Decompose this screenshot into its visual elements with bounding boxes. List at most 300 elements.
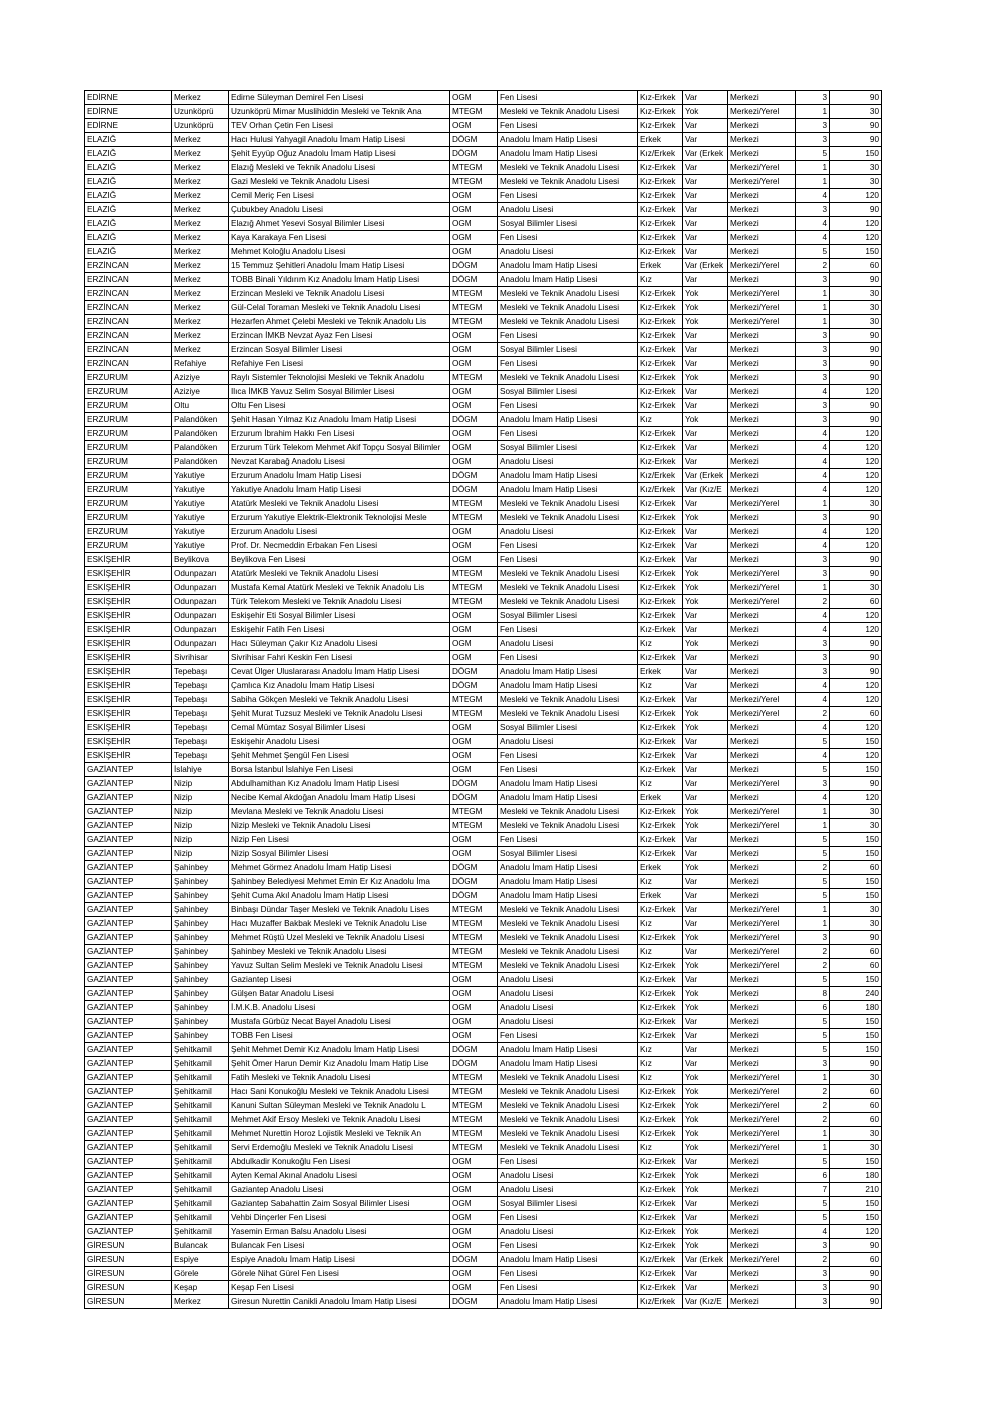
cell-sube: 2	[796, 595, 830, 609]
cell-il: GAZİANTEP	[85, 791, 172, 805]
cell-il: ERZURUM	[85, 413, 172, 427]
cell-cinsiyet: Kız-Erkek	[638, 1155, 683, 1169]
cell-sube: 5	[796, 763, 830, 777]
table-row	[85, 1085, 882, 1099]
table-row	[85, 413, 882, 427]
table-row	[85, 693, 882, 707]
table-row	[85, 791, 882, 805]
cell-pansiyon: Var	[683, 189, 728, 203]
cell-il: GAZİANTEP	[85, 1071, 172, 1085]
cell-cinsiyet: Kız-Erkek	[638, 175, 683, 189]
table-row	[85, 1253, 882, 1267]
cell-okul-turu: Anadolu İmam Hatip Lisesi	[498, 889, 638, 903]
cell-cinsiyet: Kız-Erkek	[638, 553, 683, 567]
cell-il: ERZURUM	[85, 371, 172, 385]
cell-il: GİRESUN	[85, 1281, 172, 1295]
cell-genel-mudurluk: OGM	[450, 357, 498, 371]
cell-pansiyon: Var (Kız/E	[683, 1295, 728, 1309]
cell-okul: Cemil Meriç Fen Lisesi	[229, 189, 450, 203]
cell-ilce: Nizip	[172, 833, 229, 847]
cell-alan: Merkezi	[728, 1057, 796, 1071]
cell-pansiyon: Var	[683, 217, 728, 231]
cell-ilce: Şahinbey	[172, 959, 229, 973]
cell-il: ELAZIĞ	[85, 133, 172, 147]
cell-okul-turu: Anadolu Lisesi	[498, 637, 638, 651]
cell-sube: 4	[796, 385, 830, 399]
cell-genel-mudurluk: OGM	[450, 1239, 498, 1253]
cell-okul: Hacı Sani Konukoğlu Mesleki ve Teknik Anadolu Lisesi	[229, 1085, 450, 1099]
cell-genel-mudurluk: OGM	[450, 189, 498, 203]
cell-genel-mudurluk: MTEGM	[450, 315, 498, 329]
cell-okul-turu: Anadolu İmam Hatip Lisesi	[498, 791, 638, 805]
cell-genel-mudurluk: OGM	[450, 231, 498, 245]
cell-okul-turu: Mesleki ve Teknik Anadolu Lisesi	[498, 581, 638, 595]
cell-il: ERZİNCAN	[85, 357, 172, 371]
cell-kontenjan: 60	[830, 1253, 882, 1267]
cell-okul: Nizip Sosyal Bilimler Lisesi	[229, 847, 450, 861]
cell-okul: Şehit Ömer Harun Demir Kız Anadolu İmam Hatip Lise	[229, 1057, 450, 1071]
cell-alan: Merkezi/Yerel	[728, 259, 796, 273]
cell-kontenjan: 90	[830, 553, 882, 567]
cell-kontenjan: 120	[830, 749, 882, 763]
cell-ilce: Merkez	[172, 329, 229, 343]
cell-genel-mudurluk: OGM	[450, 525, 498, 539]
cell-sube: 3	[796, 777, 830, 791]
cell-pansiyon: Var	[683, 245, 728, 259]
cell-kontenjan: 30	[830, 805, 882, 819]
cell-pansiyon: Var	[683, 119, 728, 133]
cell-kontenjan: 150	[830, 1155, 882, 1169]
cell-il: ESKİŞEHİR	[85, 609, 172, 623]
cell-kontenjan: 60	[830, 945, 882, 959]
cell-ilce: Şehitkamil	[172, 1071, 229, 1085]
cell-il: GAZİANTEP	[85, 777, 172, 791]
cell-sube: 2	[796, 1099, 830, 1113]
cell-kontenjan: 150	[830, 973, 882, 987]
cell-okul: Espiye Anadolu İmam Hatip Lisesi	[229, 1253, 450, 1267]
cell-cinsiyet: Kız-Erkek	[638, 749, 683, 763]
cell-okul: Ayten Kemal Akınal Anadolu Lisesi	[229, 1169, 450, 1183]
cell-okul: Mehmet Görmez Anadolu İmam Hatip Lisesi	[229, 861, 450, 875]
cell-kontenjan: 120	[830, 693, 882, 707]
cell-alan: Merkezi/Yerel	[728, 581, 796, 595]
cell-ilce: Nizip	[172, 819, 229, 833]
cell-okul: Kanuni Sultan Süleyman Mesleki ve Teknik Anadolu L	[229, 1099, 450, 1113]
cell-cinsiyet: Kız-Erkek	[638, 497, 683, 511]
cell-pansiyon: Var	[683, 455, 728, 469]
cell-sube: 1	[796, 497, 830, 511]
table-row	[85, 889, 882, 903]
table-row	[85, 119, 882, 133]
cell-okul-turu: Mesleki ve Teknik Anadolu Lisesi	[498, 805, 638, 819]
cell-sube: 3	[796, 1239, 830, 1253]
cell-genel-mudurluk: MTEGM	[450, 105, 498, 119]
cell-okul-turu: Fen Lisesi	[498, 399, 638, 413]
cell-sube: 1	[796, 1071, 830, 1085]
table-row	[85, 441, 882, 455]
cell-alan: Merkezi/Yerel	[728, 1113, 796, 1127]
cell-alan: Merkezi	[728, 1225, 796, 1239]
table-row	[85, 917, 882, 931]
cell-ilce: Merkez	[172, 133, 229, 147]
cell-okul: 15 Temmuz Şehitleri Anadolu İmam Hatip Lisesi	[229, 259, 450, 273]
cell-ilce: Şehitkamil	[172, 1113, 229, 1127]
cell-il: GAZİANTEP	[85, 973, 172, 987]
cell-kontenjan: 90	[830, 567, 882, 581]
cell-kontenjan: 120	[830, 189, 882, 203]
cell-kontenjan: 150	[830, 735, 882, 749]
cell-ilce: Şehitkamil	[172, 1155, 229, 1169]
cell-pansiyon: Var	[683, 1029, 728, 1043]
cell-kontenjan: 90	[830, 777, 882, 791]
cell-il: EDİRNE	[85, 91, 172, 105]
cell-okul-turu: Sosyal Bilimler Lisesi	[498, 385, 638, 399]
cell-okul-turu: Anadolu İmam Hatip Lisesi	[498, 1295, 638, 1309]
cell-kontenjan: 90	[830, 1281, 882, 1295]
cell-cinsiyet: Erkek	[638, 133, 683, 147]
cell-alan: Merkezi	[728, 749, 796, 763]
cell-alan: Merkezi	[728, 1001, 796, 1015]
cell-genel-mudurluk: MTEGM	[450, 819, 498, 833]
cell-genel-mudurluk: MTEGM	[450, 931, 498, 945]
cell-pansiyon: Var	[683, 903, 728, 917]
cell-okul: Oltu Fen Lisesi	[229, 399, 450, 413]
cell-il: ELAZIĞ	[85, 245, 172, 259]
cell-kontenjan: 30	[830, 581, 882, 595]
cell-sube: 2	[796, 1113, 830, 1127]
cell-sube: 3	[796, 553, 830, 567]
table-row	[85, 763, 882, 777]
cell-sube: 2	[796, 945, 830, 959]
cell-okul: Türk Telekom Mesleki ve Teknik Anadolu Lisesi	[229, 595, 450, 609]
cell-ilce: Keşap	[172, 1281, 229, 1295]
cell-pansiyon: Var	[683, 1281, 728, 1295]
table-row	[85, 1281, 882, 1295]
cell-cinsiyet: Kız-Erkek	[638, 693, 683, 707]
cell-sube: 5	[796, 1197, 830, 1211]
cell-sube: 2	[796, 959, 830, 973]
cell-pansiyon: Yok	[683, 819, 728, 833]
cell-cinsiyet: Kız-Erkek	[638, 1239, 683, 1253]
cell-ilce: Yakutiye	[172, 483, 229, 497]
cell-cinsiyet: Kız-Erkek	[638, 385, 683, 399]
cell-genel-mudurluk: MTEGM	[450, 287, 498, 301]
cell-okul-turu: Sosyal Bilimler Lisesi	[498, 1197, 638, 1211]
cell-cinsiyet: Kız-Erkek	[638, 567, 683, 581]
cell-pansiyon: Var	[683, 763, 728, 777]
cell-kontenjan: 90	[830, 357, 882, 371]
cell-ilce: Palandöken	[172, 441, 229, 455]
cell-pansiyon: Var	[683, 343, 728, 357]
cell-sube: 5	[796, 889, 830, 903]
cell-cinsiyet: Kız-Erkek	[638, 203, 683, 217]
cell-okul: Atatürk Mesleki ve Teknik Anadolu Lisesi	[229, 567, 450, 581]
cell-alan: Merkezi	[728, 119, 796, 133]
cell-okul-turu: Anadolu İmam Hatip Lisesi	[498, 483, 638, 497]
table-row	[85, 651, 882, 665]
cell-kontenjan: 150	[830, 847, 882, 861]
cell-kontenjan: 120	[830, 469, 882, 483]
cell-okul-turu: Anadolu Lisesi	[498, 1015, 638, 1029]
cell-alan: Merkezi	[728, 399, 796, 413]
cell-kontenjan: 90	[830, 651, 882, 665]
cell-cinsiyet: Kız-Erkek	[638, 105, 683, 119]
cell-genel-mudurluk: OGM	[450, 1169, 498, 1183]
cell-alan: Merkezi	[728, 483, 796, 497]
cell-sube: 4	[796, 441, 830, 455]
cell-genel-mudurluk: OGM	[450, 91, 498, 105]
cell-sube: 1	[796, 175, 830, 189]
cell-alan: Merkezi	[728, 1239, 796, 1253]
cell-sube: 4	[796, 693, 830, 707]
cell-sube: 3	[796, 637, 830, 651]
cell-cinsiyet: Kız/Erkek	[638, 1295, 683, 1309]
cell-pansiyon: Var	[683, 1057, 728, 1071]
cell-cinsiyet: Kız-Erkek	[638, 987, 683, 1001]
cell-ilce: Beylikova	[172, 553, 229, 567]
cell-ilce: Tepebaşı	[172, 707, 229, 721]
cell-pansiyon: Yok	[683, 707, 728, 721]
cell-okul: Beylikova Fen Lisesi	[229, 553, 450, 567]
cell-okul-turu: Mesleki ve Teknik Anadolu Lisesi	[498, 175, 638, 189]
table-row	[85, 1057, 882, 1071]
cell-sube: 3	[796, 371, 830, 385]
cell-genel-mudurluk: OGM	[450, 1211, 498, 1225]
cell-cinsiyet: Kız-Erkek	[638, 959, 683, 973]
cell-okul-turu: Anadolu İmam Hatip Lisesi	[498, 469, 638, 483]
cell-genel-mudurluk: MTEGM	[450, 1099, 498, 1113]
cell-cinsiyet: Kız/Erkek	[638, 147, 683, 161]
cell-sube: 3	[796, 1281, 830, 1295]
cell-okul: Erzurum Anadolu İmam Hatip Lisesi	[229, 469, 450, 483]
cell-genel-mudurluk: OGM	[450, 987, 498, 1001]
cell-okul-turu: Fen Lisesi	[498, 833, 638, 847]
cell-pansiyon: Yok	[683, 315, 728, 329]
table-row	[85, 973, 882, 987]
cell-pansiyon: Var	[683, 231, 728, 245]
cell-cinsiyet: Kız	[638, 413, 683, 427]
cell-sube: 1	[796, 315, 830, 329]
table-row	[85, 497, 882, 511]
cell-il: GAZİANTEP	[85, 861, 172, 875]
cell-okul-turu: Sosyal Bilimler Lisesi	[498, 609, 638, 623]
cell-sube: 3	[796, 567, 830, 581]
cell-genel-mudurluk: OGM	[450, 1155, 498, 1169]
cell-kontenjan: 30	[830, 287, 882, 301]
cell-pansiyon: Yok	[683, 861, 728, 875]
cell-alan: Merkezi	[728, 455, 796, 469]
cell-sube: 3	[796, 329, 830, 343]
cell-okul-turu: Fen Lisesi	[498, 357, 638, 371]
cell-kontenjan: 150	[830, 889, 882, 903]
cell-okul-turu: Anadolu Lisesi	[498, 455, 638, 469]
cell-alan: Merkezi	[728, 861, 796, 875]
cell-genel-mudurluk: MTEGM	[450, 903, 498, 917]
cell-pansiyon: Var	[683, 399, 728, 413]
cell-alan: Merkezi	[728, 665, 796, 679]
cell-cinsiyet: Kız	[638, 777, 683, 791]
cell-okul: Yavuz Sultan Selim Mesleki ve Teknik Anadolu Lisesi	[229, 959, 450, 973]
cell-il: GAZİANTEP	[85, 805, 172, 819]
cell-okul: Erzincan İMKB Nevzat Ayaz Fen Lisesi	[229, 329, 450, 343]
cell-cinsiyet: Kız-Erkek	[638, 903, 683, 917]
cell-il: ESKİŞEHİR	[85, 749, 172, 763]
cell-pansiyon: Var	[683, 91, 728, 105]
cell-alan: Merkezi	[728, 357, 796, 371]
cell-ilce: Tepebaşı	[172, 749, 229, 763]
cell-genel-mudurluk: MTEGM	[450, 161, 498, 175]
cell-pansiyon: Var	[683, 1155, 728, 1169]
table-row	[85, 875, 882, 889]
cell-il: ESKİŞEHİR	[85, 637, 172, 651]
cell-kontenjan: 90	[830, 91, 882, 105]
cell-okul-turu: Mesleki ve Teknik Anadolu Lisesi	[498, 567, 638, 581]
table-row	[85, 231, 882, 245]
table-row	[85, 581, 882, 595]
cell-genel-mudurluk: DÖGM	[450, 413, 498, 427]
table-row	[85, 1155, 882, 1169]
cell-cinsiyet: Kız-Erkek	[638, 595, 683, 609]
cell-sube: 5	[796, 875, 830, 889]
cell-okul-turu: Mesleki ve Teknik Anadolu Lisesi	[498, 497, 638, 511]
table-row	[85, 1043, 882, 1057]
cell-genel-mudurluk: MTEGM	[450, 371, 498, 385]
cell-genel-mudurluk: DÖGM	[450, 679, 498, 693]
cell-genel-mudurluk: OGM	[450, 735, 498, 749]
cell-cinsiyet: Kız-Erkek	[638, 847, 683, 861]
cell-alan: Merkezi/Yerel	[728, 1099, 796, 1113]
cell-alan: Merkezi/Yerel	[728, 917, 796, 931]
cell-pansiyon: Var	[683, 553, 728, 567]
cell-pansiyon: Var	[683, 665, 728, 679]
cell-il: ERZURUM	[85, 525, 172, 539]
cell-alan: Merkezi/Yerel	[728, 161, 796, 175]
cell-alan: Merkezi	[728, 847, 796, 861]
cell-pansiyon: Var	[683, 917, 728, 931]
cell-genel-mudurluk: OGM	[450, 1029, 498, 1043]
cell-il: GAZİANTEP	[85, 1113, 172, 1127]
cell-cinsiyet: Kız-Erkek	[638, 525, 683, 539]
cell-ilce: Tepebaşı	[172, 665, 229, 679]
cell-kontenjan: 150	[830, 1029, 882, 1043]
cell-okul: Eskişehir Anadolu Lisesi	[229, 735, 450, 749]
cell-ilce: Yakutiye	[172, 469, 229, 483]
cell-kontenjan: 120	[830, 483, 882, 497]
cell-okul: Gaziantep Anadolu Lisesi	[229, 1183, 450, 1197]
cell-okul: Kaya Karakaya Fen Lisesi	[229, 231, 450, 245]
cell-pansiyon: Yok	[683, 1141, 728, 1155]
cell-sube: 3	[796, 357, 830, 371]
cell-okul-turu: Anadolu Lisesi	[498, 735, 638, 749]
cell-pansiyon: Var	[683, 973, 728, 987]
cell-okul: Erzurum Türk Telekom Mehmet Akif Topçu Sosyal Bilimler	[229, 441, 450, 455]
cell-sube: 4	[796, 427, 830, 441]
cell-ilce: Şahinbey	[172, 903, 229, 917]
cell-okul: Nizip Fen Lisesi	[229, 833, 450, 847]
cell-il: GAZİANTEP	[85, 1169, 172, 1183]
cell-genel-mudurluk: DÖGM	[450, 469, 498, 483]
cell-il: GAZİANTEP	[85, 1127, 172, 1141]
cell-alan: Merkezi	[728, 1155, 796, 1169]
cell-il: GİRESUN	[85, 1295, 172, 1309]
cell-alan: Merkezi	[728, 273, 796, 287]
cell-ilce: Nizip	[172, 847, 229, 861]
cell-alan: Merkezi	[728, 539, 796, 553]
table-row	[85, 945, 882, 959]
cell-okul-turu: Mesleki ve Teknik Anadolu Lisesi	[498, 161, 638, 175]
cell-kontenjan: 150	[830, 1015, 882, 1029]
cell-ilce: Şahinbey	[172, 945, 229, 959]
cell-okul-turu: Mesleki ve Teknik Anadolu Lisesi	[498, 315, 638, 329]
cell-okul: Mustafa Kemal Atatürk Mesleki ve Teknik Anadolu Lis	[229, 581, 450, 595]
cell-sube: 1	[796, 1141, 830, 1155]
cell-genel-mudurluk: MTEGM	[450, 693, 498, 707]
table-row	[85, 1071, 882, 1085]
cell-il: ERZİNCAN	[85, 259, 172, 273]
cell-sube: 1	[796, 903, 830, 917]
cell-ilce: Şehitkamil	[172, 1127, 229, 1141]
cell-sube: 3	[796, 1267, 830, 1281]
table-row	[85, 133, 882, 147]
cell-genel-mudurluk: DÖGM	[450, 665, 498, 679]
cell-okul: Elazığ Mesleki ve Teknik Anadolu Lisesi	[229, 161, 450, 175]
cell-ilce: Palandöken	[172, 427, 229, 441]
cell-sube: 3	[796, 1057, 830, 1071]
cell-sube: 2	[796, 259, 830, 273]
cell-kontenjan: 60	[830, 1085, 882, 1099]
cell-ilce: Odunpazarı	[172, 637, 229, 651]
cell-alan: Merkezi	[728, 525, 796, 539]
cell-okul: Atatürk Mesleki ve Teknik Anadolu Lisesi	[229, 497, 450, 511]
cell-genel-mudurluk: MTEGM	[450, 595, 498, 609]
cell-okul-turu: Anadolu Lisesi	[498, 203, 638, 217]
cell-alan: Merkezi	[728, 889, 796, 903]
cell-genel-mudurluk: MTEGM	[450, 959, 498, 973]
cell-il: GAZİANTEP	[85, 959, 172, 973]
cell-cinsiyet: Kız	[638, 1043, 683, 1057]
cell-ilce: Merkez	[172, 189, 229, 203]
cell-pansiyon: Var	[683, 357, 728, 371]
cell-genel-mudurluk: MTEGM	[450, 945, 498, 959]
cell-pansiyon: Yok	[683, 1239, 728, 1253]
cell-okul: Şahinbey Mesleki ve Teknik Anadolu Lisesi	[229, 945, 450, 959]
cell-sube: 4	[796, 231, 830, 245]
cell-ilce: Şehitkamil	[172, 1141, 229, 1155]
cell-ilce: Merkez	[172, 245, 229, 259]
cell-genel-mudurluk: OGM	[450, 1267, 498, 1281]
cell-il: GAZİANTEP	[85, 917, 172, 931]
cell-alan: Merkezi	[728, 637, 796, 651]
cell-sube: 5	[796, 1029, 830, 1043]
cell-ilce: Şahinbey	[172, 861, 229, 875]
cell-pansiyon: Var	[683, 735, 728, 749]
cell-ilce: Tepebaşı	[172, 721, 229, 735]
cell-cinsiyet: Kız/Erkek	[638, 469, 683, 483]
cell-okul-turu: Sosyal Bilimler Lisesi	[498, 343, 638, 357]
cell-alan: Merkezi	[728, 791, 796, 805]
cell-genel-mudurluk: OGM	[450, 119, 498, 133]
cell-alan: Merkezi	[728, 441, 796, 455]
cell-ilce: Odunpazarı	[172, 609, 229, 623]
cell-ilce: Uzunköprü	[172, 119, 229, 133]
cell-kontenjan: 150	[830, 833, 882, 847]
cell-ilce: Odunpazarı	[172, 567, 229, 581]
cell-il: GAZİANTEP	[85, 1211, 172, 1225]
cell-ilce: Merkez	[172, 343, 229, 357]
cell-ilce: Merkez	[172, 301, 229, 315]
cell-okul: Şehit Eyyüp Oğuz Anadolu İmam Hatip Lisesi	[229, 147, 450, 161]
cell-okul-turu: Mesleki ve Teknik Anadolu Lisesi	[498, 707, 638, 721]
